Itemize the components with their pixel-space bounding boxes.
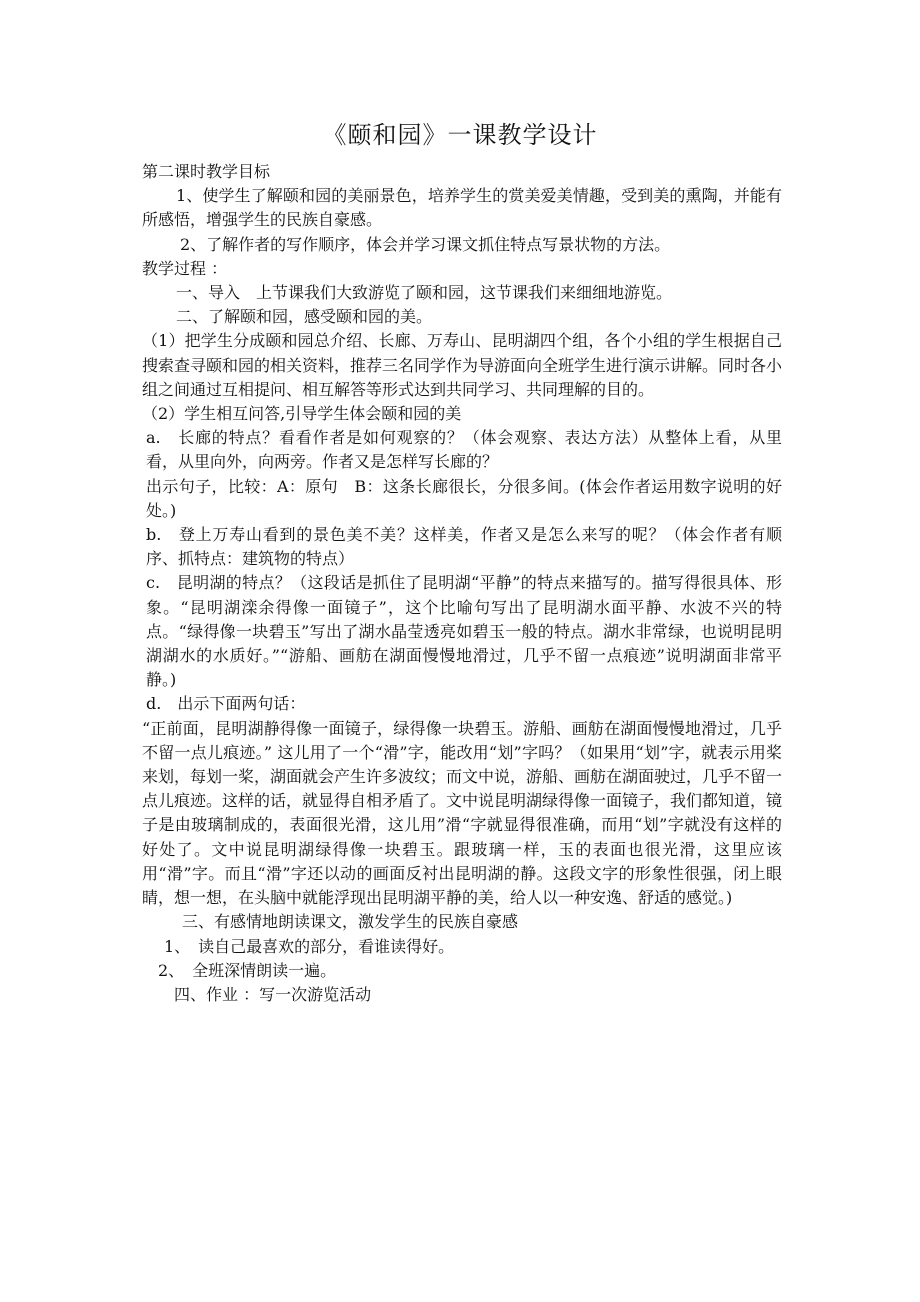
step-1-intro: 一、导入 上节课我们大致游览了颐和园，这节课我们来细细地游览。 — [176, 283, 673, 303]
question-b: b. 登上万寿山看到的景色美不美？这样美，作者又是怎么来写的呢？（体会作者有顺序、抓特点：建筑物的特点） — [146, 525, 782, 569]
objective-1: 1、使学生了解颐和园的美丽景色，培养学生的赏美爱美情趣，受到美的熏陶，并能有所感悟，增强学生的民族自豪感。 — [142, 186, 782, 230]
document-body — [142, 160, 782, 1007]
section-heading-objectives: 第二课时教学目标 — [142, 162, 271, 181]
document-title: 《颐和园》一课教学设计 — [322, 121, 598, 149]
step-4-homework: 四、作业 ：写一次游览活动 — [174, 984, 372, 1004]
reading-item-1: 1、 读自己最喜欢的部分，看谁读得好。 — [164, 936, 455, 956]
sentence-comparison: 出示句子，比较：A：原句 B：这条长廊很长，分很多间。(体会作者运用数字说明的好处。) — [146, 476, 782, 520]
step-3-heading: 三、有感情地朗读课文，激发学生的民族自豪感 — [182, 912, 519, 932]
step-2-part-2: （2）学生相互问答,引导学生体会颐和园的美 — [142, 404, 462, 424]
section-heading-process: 教学过程 ： — [142, 258, 228, 278]
step-2-part-1: （1）把学生分成颐和园总介绍、长廊、万寿山、昆明湖四个组，各个小组的学生根据自己搜索查寻颐和园的相关资料，推荐三名同学作为导游面向全班学生进行演示讲解。同时各小组之间通过互相提问、相互解答等形式达到共同学习、共同理解的目的。 — [142, 331, 783, 399]
objective-2: 2、了解作者的写作顺序，体会并学习课文抓住特点写景状物的方法。 — [180, 234, 671, 254]
question-d: d. 出示下面两句话： — [146, 694, 306, 714]
question-a: a. 长廊的特点？看看作者是如何观察的？（体会观察、表达方法）从整体上看，从里看，从里向外，向两旁。作者又是怎样写长廊的？ — [146, 428, 782, 472]
reading-item-2: 2、 全班深情朗读一遍。 — [158, 960, 337, 980]
question-c: c. 昆明湖的特点？（这段话是抓住了昆明湖“平静”的特点来描写的。描写得很具体、形象。“昆明湖滦余得像一面镜子”，这个比喻句写出了昆明湖水面平静、水波不兴的特点。“绿得像一块碧玉”写出了湖水晶莹透亮如碧玉一般的特点。湖水非常绿，也说明昆明湖湖水的水质好。”“游船、画舫在湖面慢慢地滑过，几乎不留一点痕迹”说明湖面非常平静。) — [146, 573, 782, 690]
step-2-heading: 二、了解颐和园，感受颐和园的美。 — [176, 307, 433, 327]
quote-discussion: “正前面，昆明湖静得像一面镜子，绿得像一块碧玉。游船、画舫在湖面慢慢地滑过，几乎不留一点儿痕迹。” 这儿用了一个“滑”字，能改用“划”字吗？（如果用“划”字，就表示用桨来划，每划一桨，湖面就会产生许多波纹；而文中说，游船、画舫在湖面驶过，几乎不留一点儿痕迹。这样的话，就显得自相矛盾了。文中说昆明湖绿得像一面镜子，我们都知道，镜子是由玻璃制成的，表面很光滑，这儿用”滑“字就显得很准确，而用“划”字就没有这样的好处了。文中说昆明湖绿得像一块碧玉。跟玻璃一样，玉的表面也很光滑，这里应该用“滑”字。而且“滑”字还以动的画面反衬出昆明湖的静。这段文字的形象性很强，闭上眼睛，想一想，在头脑中就能浮现出昆明湖平静的美，给人以一种安逸、舒适的感觉。) — [142, 718, 783, 908]
